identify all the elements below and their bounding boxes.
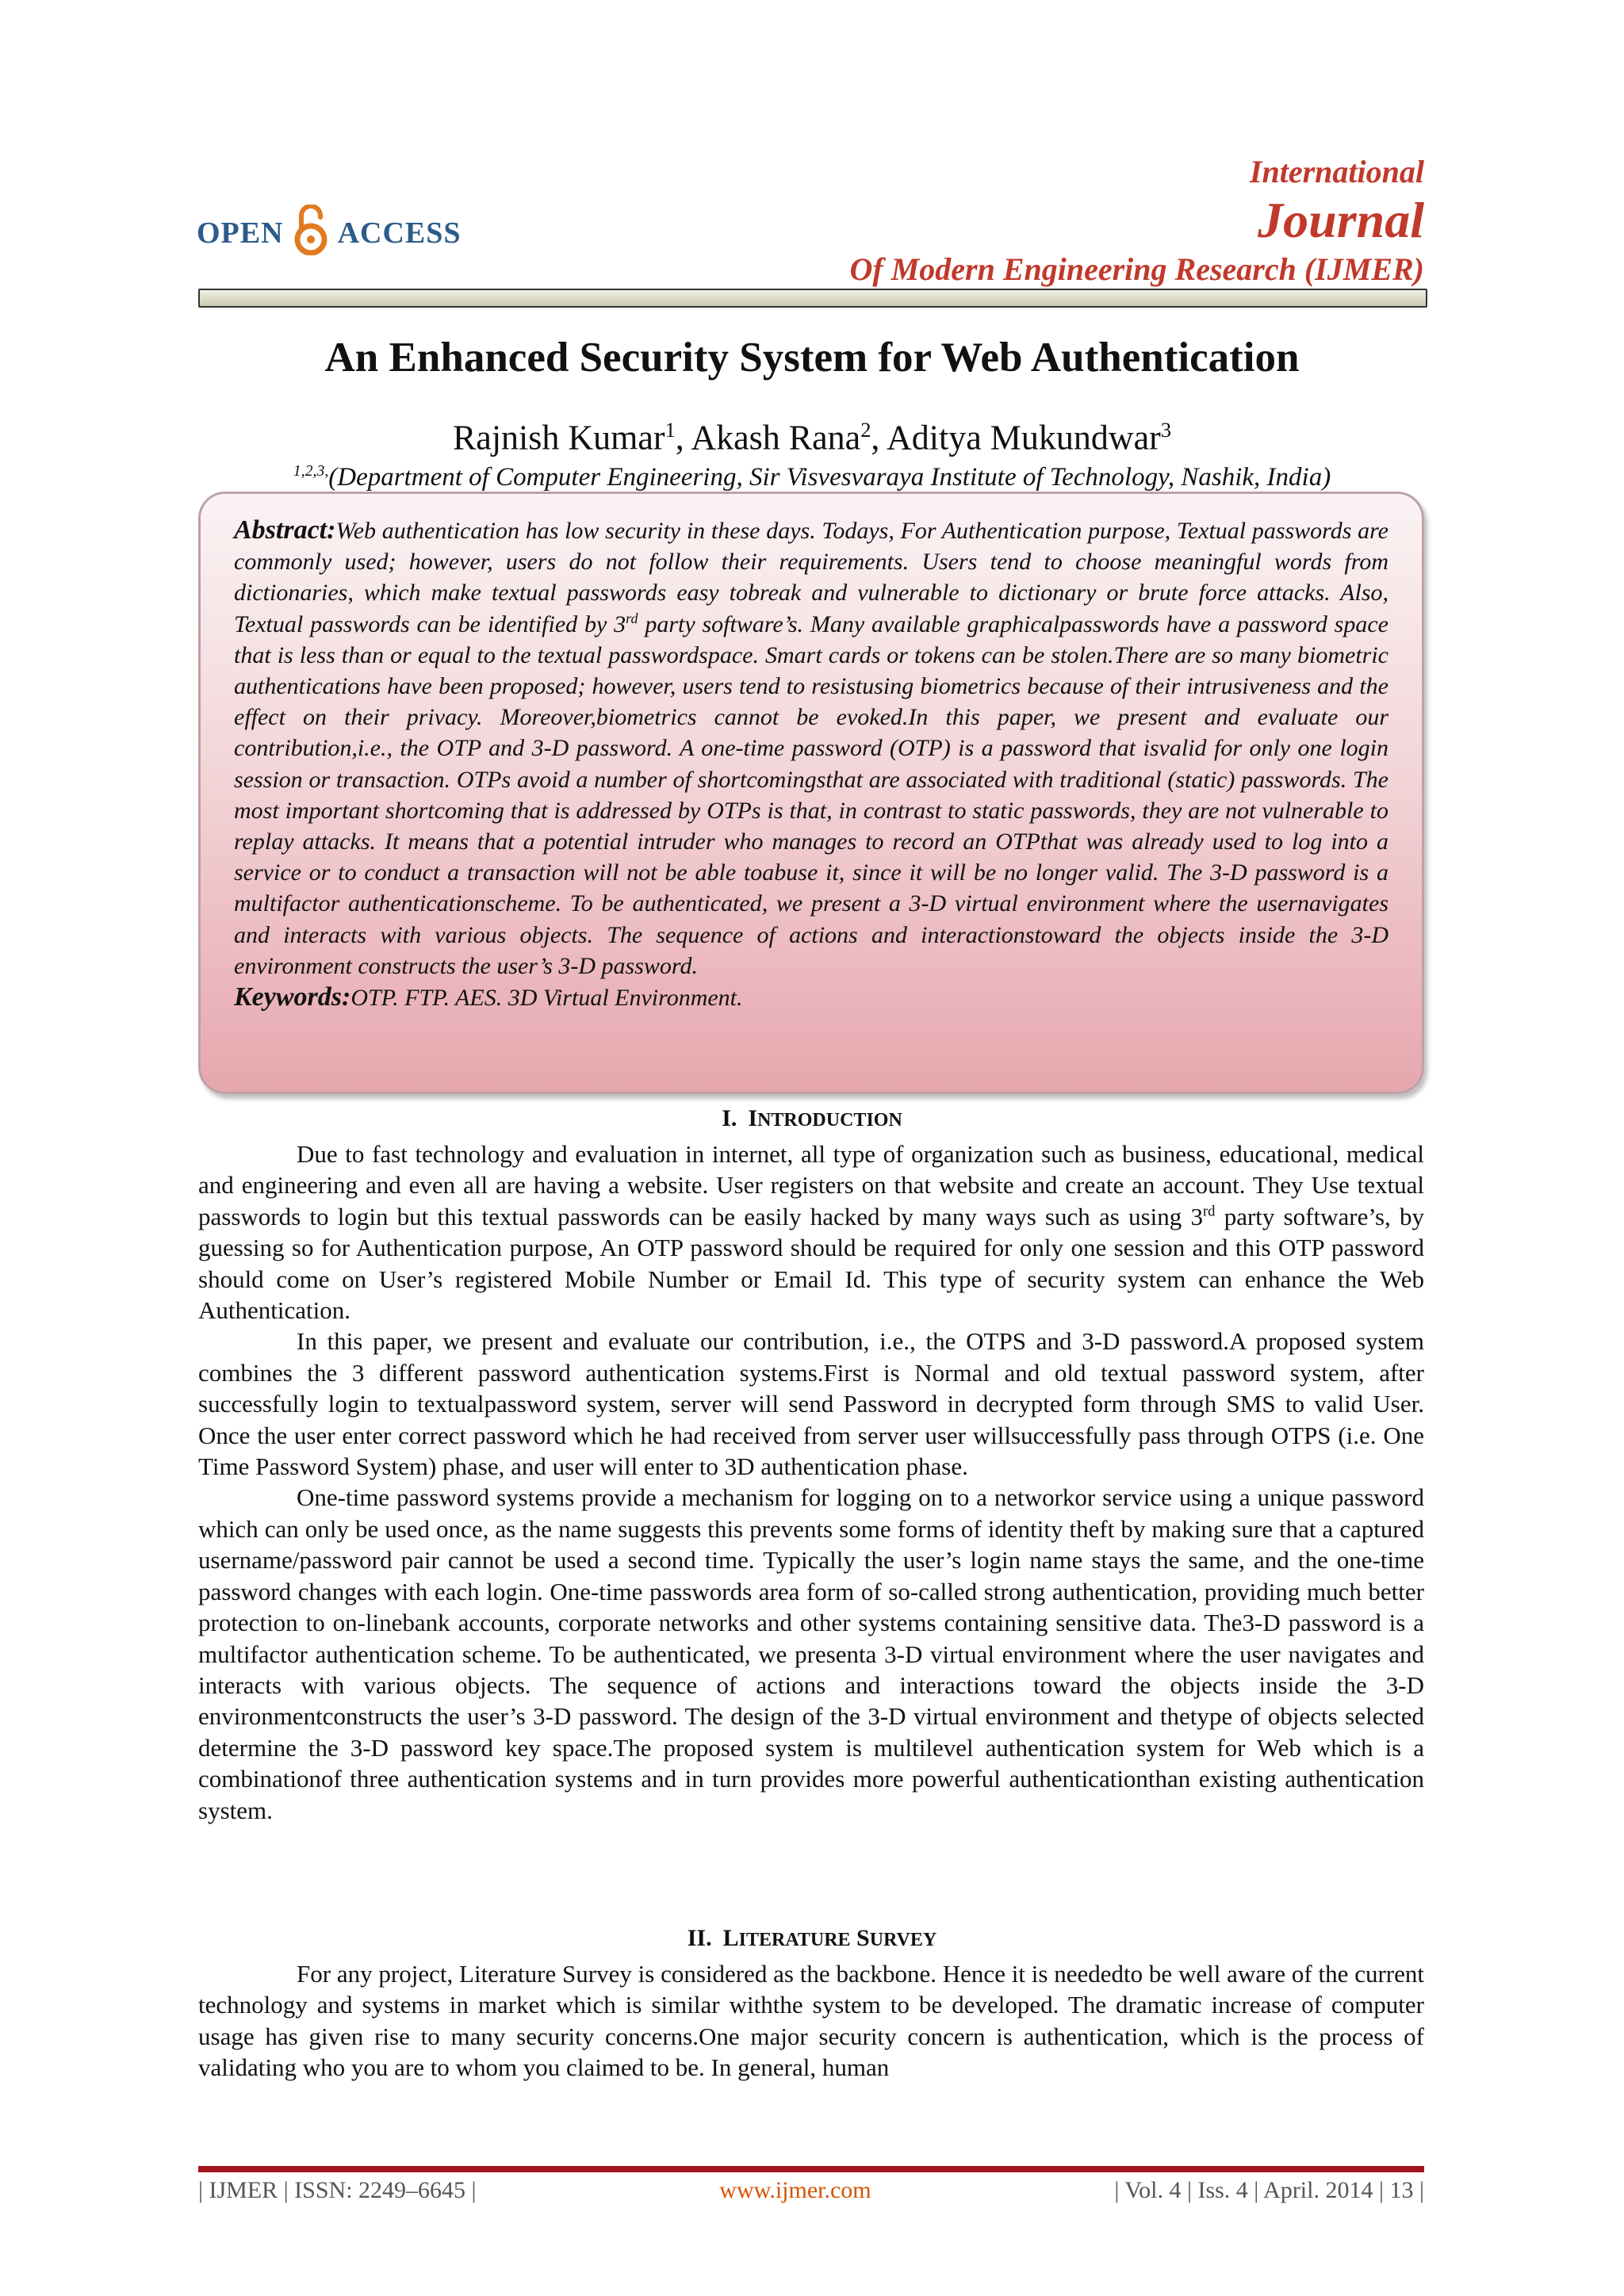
open-access-left-text: OPEN [197,216,284,250]
paper-title: An Enhanced Security System for Web Authentication [324,335,1300,381]
author-mark: 2 [860,418,871,442]
author-name: Aditya Mukundwar [887,418,1161,457]
intro-p1-sup: rd [1202,1203,1216,1220]
footer-divider [198,2166,1424,2172]
open-lock-icon [293,205,328,255]
abstract-paragraph [234,515,1388,982]
section-heading-introduction [0,1105,1624,1132]
open-access-logo [197,200,462,251]
heading-cap: L [722,1925,739,1951]
abstract-sup: rd [626,610,638,626]
section-heading-literature-survey [0,1925,1624,1952]
keywords-text: OTP. FTP. AES. 3D Virtual Environment. [350,985,743,1012]
footer-issn: | IJMER | ISSN: 2249–6645 | [198,2177,477,2203]
intro-p1-text-1: Due to fast technology and evaluation in internet, all type of organization such as business, educational, medical and engineering and even all are having a website. User registers on that website and create an account. They Use textual passwords to login but this textual passwords can be easily hacked by many ways such as using 3 [198,1140,1424,1230]
section-number: II. [687,1925,712,1951]
author-name: Akash Rana [691,418,861,457]
survey-paragraph-1: For any project, Literature Survey is considered as the backbone. Hence it is neededto be well aware of the current technology and systems in market which is similar withthe system to be developed. The dramatic increase of computer usage has given rise to many security concerns.One major security concern is authentication, which is the process of validating who you are to whom you claimed to be. In general, human [198,1960,1424,2082]
open-access-right-text: ACCESS [337,216,462,250]
header-divider [198,289,1427,308]
affiliation [0,453,1624,495]
journal-line-journal: Journal [1258,192,1424,248]
intro-paragraph-3: One-time password systems provide a mechanism for logging on to a networkor service using a unique password which can only be used once, as the name suggests this prevents some forms of identity theft by making sure that a captured username/password pair cannot be used a second time. Typically the user’s login name stays the same, and the one-time password changes with each login. One-time passwords area form of so-called strong authentication, providing much better protection to on-linebank accounts, corporate networks and other systems containing sensitive data. The3-D password is a multifactor authentication scheme. To be authenticated, we presenta 3-D virtual environment where the user navigates and interacts with various objects. The sequence of actions and interactions toward the objects inside the 3-D environmentconstructs the user’s 3-D password. The design of the 3-D virtual environment and thetype of objects selected determine the 3-D password key space.The proposed system is multilevel authentication system for Web which is a combinationof three authentication systems and in turn provides more powerful authenticationthan existing authentication system. [198,1483,1424,1824]
abstract-text-2: party software’s. Many available graphicalpasswords have a password space that is less than or equal to the textual passwordspace. Smart cards or tokens can be stolen.There are so many biometric authentications have been proposed; however, users tend to resistusing biometrics because of their intrusiveness and the effect on their privacy. Moreover,biometrics cannot be evoked.In this paper, we present and evaluate our contribution,i.e., the OTP and 3-D password. A one-time password (OTP) is a password that isvalid for only one login session or transaction. OTPs avoid a number of shortcomingsthat are associated with traditional (static) passwords. The most important shortcoming that is addressed by OTPs is that, in contrast to static passwords, they are not vulnerable to replay attacks. It means that a potential intruder who manages to record an OTPthat was already used to log into a service or to conduct a transaction will not be able toabuse it, since it will be no longer valid. The 3-D password is a multifactor authenticationscheme. To be authenticated, we present a 3-D virtual environment where the usernavigates and interacts with various objects. The sequence of actions and interactionstoward the objects inside the 3-D environment constructs the user’s 3-D password. [234,610,1388,979]
author-name: Rajnish Kumar [452,418,665,457]
affiliation-marks: 1,2,3, [293,462,329,480]
journal-line-international: International [1249,154,1424,189]
affiliation-text: (Department of Computer Engineering, Sir Visvesvaraya Institute of Technology, Nashik, India) [328,463,1331,492]
heading-cap: I [748,1105,758,1131]
abstract-label: Abstract: [234,515,336,545]
keywords-label: Keywords: [234,982,351,1012]
heading-cap: S [856,1925,870,1951]
intro-p1-text-2: party software’s, by guessing so for Authentication purpose, An OTP password should be required for only one session and this OTP password should come on User’s registered Mobile Number or Email Id. This type of security system can enhance the Web Authentication. [198,1202,1424,1325]
journal-masthead [849,152,1424,290]
heading-rest: URVEY [869,1930,937,1950]
intro-paragraph-2: In this paper, we present and evaluate our contribution, i.e., the OTPS and 3-D password.A proposed system combines the 3 different password authentication systems.First is Normal and old textual password system, after successfully login to textualpassword system, server will send Password in decrypted form through SMS to valid User. Once the user enter correct password which he had received from server user willsuccessfully pass through OTPS (i.e. One Time Password System) phase, and user will enter to 3D authentication phase. [198,1327,1424,1481]
intro-paragraph-1 [198,1138,1424,1326]
keywords-line [234,982,1388,1013]
author-mark: 3 [1160,418,1172,442]
author-mark: 1 [665,418,676,442]
section-number: I. [722,1105,737,1131]
footer-volume: | Vol. 4 | Iss. 4 | April. 2014 | 13 | [1114,2177,1424,2203]
heading-rest: ITERATURE [738,1930,851,1950]
literature-survey-body [198,1958,1424,2084]
footer-website-link[interactable]: www.ijmer.com [719,2177,871,2203]
abstract-text-1: Web authentication has low security in these days. Todays, For Authentication purpose, Textual passwords are commonly used; however, users do not follow their requirements. Users tend to choose meaningful words from dictionaries, which make textual passwords easy tobreak and vulnerable to dictionary or brute force attacks. Also, Textual passwords can be identified by 3 [234,518,1388,637]
page-footer [198,2177,1424,2204]
author-list: Rajnish Kumar$^1$, Akash Rana$^2$, Aditya Mukundwar$^3$ [452,418,1172,457]
journal-line-name: Of Modern Engineering Research (IJMER) [849,251,1424,287]
introduction-body [198,1138,1424,1826]
heading-rest: NTRODUCTION [757,1110,902,1131]
abstract-box [198,492,1424,1094]
